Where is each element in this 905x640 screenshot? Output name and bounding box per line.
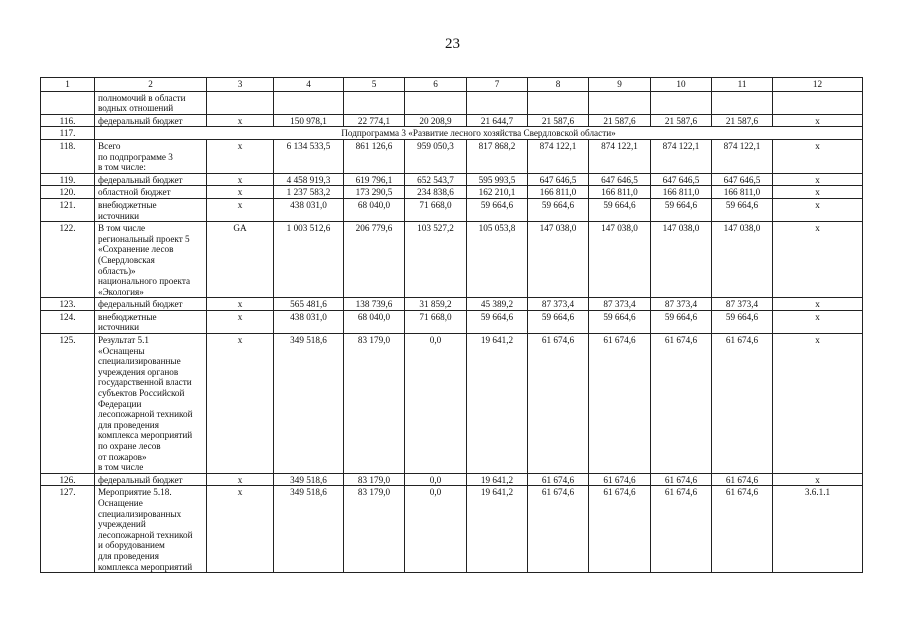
value-cell: 61 674,6 bbox=[651, 473, 712, 486]
value-cell: 59 664,6 bbox=[712, 310, 773, 333]
row-number-cell: 125. bbox=[41, 334, 95, 474]
row-name-cell: Всего по подпрограмме 3 в том числе: bbox=[95, 139, 207, 173]
value-cell: 59 664,6 bbox=[651, 198, 712, 221]
value-cell: 166 811,0 bbox=[589, 186, 651, 199]
value-cell: 147 038,0 bbox=[589, 222, 651, 298]
value-cell: 61 674,6 bbox=[651, 486, 712, 573]
table-row bbox=[41, 139, 863, 173]
source-code-cell: x bbox=[207, 198, 274, 221]
value-cell: 71 668,0 bbox=[405, 198, 467, 221]
value-cell: 874 122,1 bbox=[651, 139, 712, 173]
value-cell bbox=[528, 91, 589, 114]
reference-cell: x bbox=[773, 173, 863, 186]
row-name-cell: внебюджетные источники bbox=[95, 198, 207, 221]
value-cell: 173 290,5 bbox=[344, 186, 405, 199]
value-cell: 817 868,2 bbox=[467, 139, 528, 173]
column-header: 8 bbox=[528, 78, 589, 92]
table-row bbox=[41, 114, 863, 127]
value-cell: 105 053,8 bbox=[467, 222, 528, 298]
value-cell: 647 646,5 bbox=[651, 173, 712, 186]
value-cell: 59 664,6 bbox=[528, 198, 589, 221]
reference-cell: x bbox=[773, 186, 863, 199]
value-cell bbox=[467, 91, 528, 114]
value-cell: 61 674,6 bbox=[528, 486, 589, 573]
source-code-cell: x bbox=[207, 486, 274, 573]
row-number-cell: 117. bbox=[41, 127, 95, 140]
table-row bbox=[41, 173, 863, 186]
value-cell: 59 664,6 bbox=[589, 198, 651, 221]
value-cell: 21 644,7 bbox=[467, 114, 528, 127]
value-cell: 652 543,7 bbox=[405, 173, 467, 186]
value-cell: 61 674,6 bbox=[712, 486, 773, 573]
source-code-cell: x bbox=[207, 114, 274, 127]
table-row bbox=[41, 222, 863, 298]
value-cell: 565 481,6 bbox=[274, 298, 344, 311]
row-name-cell: областной бюджет bbox=[95, 186, 207, 199]
value-cell: 438 031,0 bbox=[274, 310, 344, 333]
value-cell: 874 122,1 bbox=[528, 139, 589, 173]
value-cell: 59 664,6 bbox=[589, 310, 651, 333]
source-code-cell: x bbox=[207, 473, 274, 486]
value-cell bbox=[712, 91, 773, 114]
column-header: 7 bbox=[467, 78, 528, 92]
column-header: 10 bbox=[651, 78, 712, 92]
row-number-cell: 122. bbox=[41, 222, 95, 298]
value-cell: 61 674,6 bbox=[528, 334, 589, 474]
value-cell: 959 050,3 bbox=[405, 139, 467, 173]
value-cell: 4 458 919,3 bbox=[274, 173, 344, 186]
table-row bbox=[41, 473, 863, 486]
value-cell: 234 838,6 bbox=[405, 186, 467, 199]
row-name-cell: федеральный бюджет bbox=[95, 173, 207, 186]
value-cell: 147 038,0 bbox=[651, 222, 712, 298]
table-row bbox=[41, 198, 863, 221]
value-cell: 71 668,0 bbox=[405, 310, 467, 333]
value-cell: 68 040,0 bbox=[344, 198, 405, 221]
value-cell: 349 518,6 bbox=[274, 486, 344, 573]
column-header: 3 bbox=[207, 78, 274, 92]
value-cell: 21 587,6 bbox=[589, 114, 651, 127]
value-cell: 166 811,0 bbox=[651, 186, 712, 199]
table-body bbox=[41, 91, 863, 573]
row-name-cell: федеральный бюджет bbox=[95, 114, 207, 127]
value-cell bbox=[589, 91, 651, 114]
budget-table bbox=[40, 77, 863, 573]
value-cell: 647 646,5 bbox=[528, 173, 589, 186]
reference-cell: x bbox=[773, 334, 863, 474]
value-cell: 861 126,6 bbox=[344, 139, 405, 173]
reference-cell bbox=[773, 91, 863, 114]
value-cell: 61 674,6 bbox=[589, 486, 651, 573]
value-cell: 61 674,6 bbox=[589, 473, 651, 486]
value-cell bbox=[274, 91, 344, 114]
value-cell: 438 031,0 bbox=[274, 198, 344, 221]
value-cell: 61 674,6 bbox=[528, 473, 589, 486]
row-name-cell: федеральный бюджет bbox=[95, 298, 207, 311]
value-cell: 0,0 bbox=[405, 486, 467, 573]
value-cell: 147 038,0 bbox=[528, 222, 589, 298]
value-cell: 59 664,6 bbox=[528, 310, 589, 333]
table-row bbox=[41, 186, 863, 199]
value-cell: 61 674,6 bbox=[712, 334, 773, 474]
value-cell: 874 122,1 bbox=[712, 139, 773, 173]
value-cell: 21 587,6 bbox=[651, 114, 712, 127]
value-cell: 1 237 583,2 bbox=[274, 186, 344, 199]
value-cell: 595 993,5 bbox=[467, 173, 528, 186]
value-cell: 87 373,4 bbox=[712, 298, 773, 311]
table-row bbox=[41, 310, 863, 333]
column-number-row bbox=[41, 78, 863, 92]
table-row bbox=[41, 127, 863, 140]
value-cell: 22 774,1 bbox=[344, 114, 405, 127]
reference-cell: x bbox=[773, 222, 863, 298]
column-header: 4 bbox=[274, 78, 344, 92]
value-cell: 19 641,2 bbox=[467, 334, 528, 474]
value-cell: 61 674,6 bbox=[589, 334, 651, 474]
value-cell: 87 373,4 bbox=[528, 298, 589, 311]
value-cell: 147 038,0 bbox=[712, 222, 773, 298]
row-number-cell: 118. bbox=[41, 139, 95, 173]
row-number-cell: 127. bbox=[41, 486, 95, 573]
column-header: 9 bbox=[589, 78, 651, 92]
value-cell: 150 978,1 bbox=[274, 114, 344, 127]
reference-cell: x bbox=[773, 198, 863, 221]
value-cell bbox=[344, 91, 405, 114]
table-row bbox=[41, 91, 863, 114]
row-number-cell: 116. bbox=[41, 114, 95, 127]
row-number-cell: 121. bbox=[41, 198, 95, 221]
value-cell: 0,0 bbox=[405, 334, 467, 474]
value-cell: 83 179,0 bbox=[344, 473, 405, 486]
value-cell: 59 664,6 bbox=[467, 310, 528, 333]
row-number-cell: 120. bbox=[41, 186, 95, 199]
source-code-cell: x bbox=[207, 186, 274, 199]
value-cell: 0,0 bbox=[405, 473, 467, 486]
column-header: 6 bbox=[405, 78, 467, 92]
value-cell: 19 641,2 bbox=[467, 486, 528, 573]
source-code-cell: x bbox=[207, 310, 274, 333]
value-cell: 166 811,0 bbox=[528, 186, 589, 199]
source-code-cell: x bbox=[207, 139, 274, 173]
column-header: 2 bbox=[95, 78, 207, 92]
value-cell: 83 179,0 bbox=[344, 486, 405, 573]
reference-cell: x bbox=[773, 310, 863, 333]
value-cell: 1 003 512,6 bbox=[274, 222, 344, 298]
row-name-cell: Мероприятие 5.18. Оснащение специализированных учреждений лесопожарной техникой и оборудованием для проведения комплекса мероприятий bbox=[95, 486, 207, 573]
value-cell: 21 587,6 bbox=[712, 114, 773, 127]
value-cell: 647 646,5 bbox=[589, 173, 651, 186]
reference-cell: x bbox=[773, 139, 863, 173]
source-code-cell: x bbox=[207, 334, 274, 474]
source-code-cell bbox=[207, 91, 274, 114]
table-row bbox=[41, 486, 863, 573]
column-header: 11 bbox=[712, 78, 773, 92]
value-cell: 45 389,2 bbox=[467, 298, 528, 311]
value-cell: 61 674,6 bbox=[712, 473, 773, 486]
value-cell: 59 664,6 bbox=[712, 198, 773, 221]
row-name-cell: федеральный бюджет bbox=[95, 473, 207, 486]
value-cell: 6 134 533,5 bbox=[274, 139, 344, 173]
row-name-cell: внебюджетные источники bbox=[95, 310, 207, 333]
value-cell: 83 179,0 bbox=[344, 334, 405, 474]
source-code-cell: GA bbox=[207, 222, 274, 298]
value-cell: 103 527,2 bbox=[405, 222, 467, 298]
row-number-cell: 124. bbox=[41, 310, 95, 333]
value-cell: 874 122,1 bbox=[589, 139, 651, 173]
row-name-cell: полномочий в области водных отношений bbox=[95, 91, 207, 114]
value-cell: 20 208,9 bbox=[405, 114, 467, 127]
value-cell: 59 664,6 bbox=[467, 198, 528, 221]
value-cell: 162 210,1 bbox=[467, 186, 528, 199]
column-header: 5 bbox=[344, 78, 405, 92]
value-cell: 619 796,1 bbox=[344, 173, 405, 186]
reference-cell: x bbox=[773, 298, 863, 311]
row-name-cell: Результат 5.1 «Оснащены специализированные учреждения органов государственной власти субъектов Российской Федерации лесопожарной техникой для проведения комплекса мероприятий по охране лесов от пожаров» в том числе bbox=[95, 334, 207, 474]
row-number-cell bbox=[41, 91, 95, 114]
value-cell: 349 518,6 bbox=[274, 473, 344, 486]
value-cell bbox=[651, 91, 712, 114]
reference-cell: x bbox=[773, 473, 863, 486]
value-cell: 68 040,0 bbox=[344, 310, 405, 333]
source-code-cell: x bbox=[207, 173, 274, 186]
value-cell: 87 373,4 bbox=[651, 298, 712, 311]
value-cell: 349 518,6 bbox=[274, 334, 344, 474]
source-code-cell: x bbox=[207, 298, 274, 311]
table-row bbox=[41, 334, 863, 474]
value-cell: 31 859,2 bbox=[405, 298, 467, 311]
value-cell: 138 739,6 bbox=[344, 298, 405, 311]
value-cell: 87 373,4 bbox=[589, 298, 651, 311]
column-header: 1 bbox=[41, 78, 95, 92]
value-cell bbox=[405, 91, 467, 114]
reference-cell: 3.6.1.1 bbox=[773, 486, 863, 573]
row-name-cell: В том числе региональный проект 5 «Сохранение лесов (Свердловская область)» национального проекта «Экология» bbox=[95, 222, 207, 298]
table-row bbox=[41, 298, 863, 311]
value-cell: 206 779,6 bbox=[344, 222, 405, 298]
row-number-cell: 119. bbox=[41, 173, 95, 186]
value-cell: 21 587,6 bbox=[528, 114, 589, 127]
column-header: 12 bbox=[773, 78, 863, 92]
value-cell: 166 811,0 bbox=[712, 186, 773, 199]
value-cell: 19 641,2 bbox=[467, 473, 528, 486]
value-cell: 59 664,6 bbox=[651, 310, 712, 333]
reference-cell: x bbox=[773, 114, 863, 127]
row-number-cell: 126. bbox=[41, 473, 95, 486]
value-cell: 647 646,5 bbox=[712, 173, 773, 186]
page-number: 23 bbox=[445, 36, 460, 52]
row-number-cell: 123. bbox=[41, 298, 95, 311]
value-cell: 61 674,6 bbox=[651, 334, 712, 474]
subprogram-title-cell: Подпрограмма 3 «Развитие лесного хозяйства Свердловской области» bbox=[95, 127, 863, 140]
